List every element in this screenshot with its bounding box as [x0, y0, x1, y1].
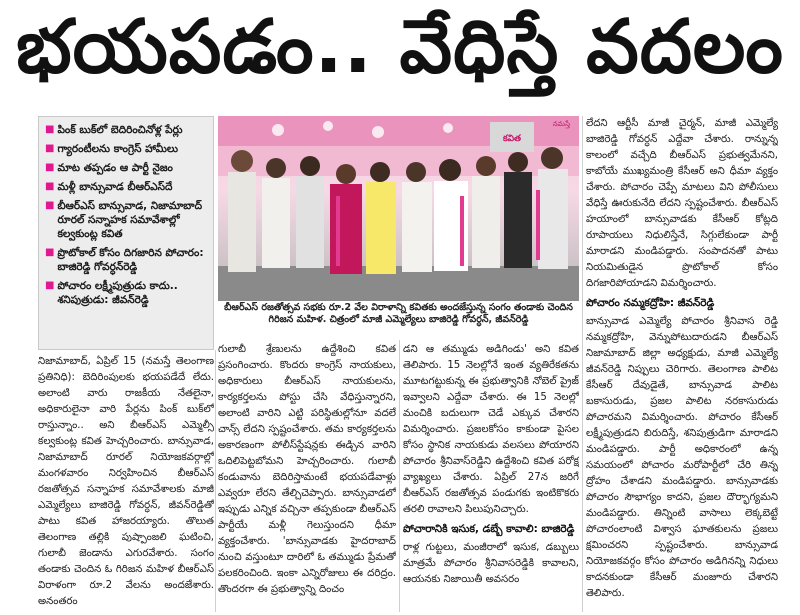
section-subheading: పోచారానికి ఇసుక, డబ్బే కావాలి: బాజిరెడ్డి: [403, 523, 575, 535]
article-column-1: నిజామాబాద్, ఏప్రిల్ 15 (నమస్తే తెలంగాణ ప్రతినిధి): బెదిరింపులకు భయపడేదే లేదు. అలాంటి వారు రాజకీయ నేతలైనా, అధికారులైనా వారి పేర్లను పింక్ బుక్‌లో రాస్తున్నాం.. అని బీఆర్ఎస్ ఎమ్మెల్సీ కల్వకుంట్ల కవిత హెచ్చరించారు. బాన్సువాడ, నిజామాబాద్ రూరల్ నియోజకవర్గాల్లో మంగళవారం నిర్వహించిన బీఆర్ఎస్ రజతోత్సవ సన్నాహక సమావేశాలకు మాజీ ఎమ్మెల్యేలు బాజిరెడ్డి గోవర్ధన్, జీవన్‌రెడ్డితో పాటు కవిత హాజరయ్యారు. తొలుత తెలంగాణ తల్లికి పుష్పాంజలి ఘటించి, గులాబీ జెండాను ఎగురవేశారు. సంగం తండాకు చెందిన ఓ గిరిజన మహిళ బీఆర్ఎస్ విరాళంగా రూ.2 వేలను అందజేశారు. అనంతరం: [38, 356, 214, 607]
bullet-icon: ■: [45, 280, 55, 291]
bullet-icon: ■: [45, 181, 55, 192]
highlight-item: ■ ప్రొటోకాల్ కోసం దిగజారిన పోచారం: బాజిరెడ్డి గోవర్ధన్‌రెడ్డి: [45, 247, 204, 273]
headline: భయపడం.. వేధిస్తే వదలం: [16, 4, 784, 90]
article-paragraph: రాళ్ల గుట్టలు, మంజీరాలో ఇసుక, డబ్బులు మాత్రమే పోచారం శ్రీనివాసరెడ్డికి కావాలని, ఆయనకు నిజాయితీ అవసరం: [403, 542, 579, 585]
highlights-box: [38, 116, 214, 350]
bullet-icon: ■: [45, 200, 55, 211]
article-column-2: గులాబీ శ్రేణులను ఉద్దేశించి కవిత ప్రసంగించారు. కొందరు కాంగ్రెస్ నాయకులు, అధికారులు బీఆర్ఎస్ నాయకులను, కార్యకర్తలను పోస్టు చేసి వేధిస్తున్నారని, అలాంటి వారిని ఎట్టి పరిస్థితుల్లోనూ వదలే చాన్స్ లేదని స్పష్టంచేశారు. తమ కార్యకర్తలను అకారణంగా పోలీస్‌స్టేషన్లకు ఈడ్చిన వారిని ఒదిలిపెట్టబోమని హెచ్చరించారు. గులాబీ కండువాను బెదిరిస్తామంటే భయపడేవాళ్లు ఎవ్వరూ లేరని తేల్చిచెప్పారు. బాన్సువాడలో ఇప్పుడు ఎన్నిక వచ్చినా తప్పకుండా బీఆర్ఎస్ పార్టీయే మళ్లీ గెలుస్తుందని ధీమా వ్యక్తంచేశారు. 'బాన్సువాడకు హైదరాబాద్ నుంచి వస్తుంటూ దారిలో ఓ తమ్ముడు ప్రేమతో పలకరించింది. ఇంకా ఎన్నిరోజులు ఈ దరిద్రం. తొందరగా ఈ ప్రభుత్వాన్ని దించం: [218, 344, 396, 595]
bullet-icon: ■: [45, 124, 55, 135]
section-subheading: పోచారం నమ్మకద్రోహి: జీవన్‌రెడ్డి: [586, 297, 715, 309]
article-paragraph: బాన్సువాడ ఎమ్మెల్యే పోచారం శ్రీనివాస రెడ్డి నమ్మకద్రోహి, వెన్నుపోటుదారుడని బీఆర్ఎస్ నిజామాబాద్ జిల్లా అధ్యక్షుడు, మాజీ ఎమ్మెల్యే జీవన్‌రెడ్డి నిప్పులు చెరిగారు. తెలంగాణ పాలిట కేసీఆర్ దేవుడైతే, బాన్సువాడ పాలిట బకాసురుడు, ప్రజల పాలిట నరకాసురుడు పోచారమని విమర్శించారు. పోచారం కేసీఆర్ లక్ష్మీపుత్రుడని బిరుదిస్తే, శనిపుత్రుడిగా మారాడని మండిపడ్డారు. పార్టీ అధికారంలో ఉన్న సమయంలో పోచారం మరోపార్టీలో చేరి తిన్న ద్రోహం చేశాడని మండిపడ్డారు. బాన్సువాడకు పోచారం సౌభాగ్యం కాదని, ప్రజల దౌర్భాగ్యమని మండిపడ్డారు. తిన్నింటి వాసాలు లెక్కబెట్టే పోచారంలాంటి విశ్వాస ఘాతకులను ప్రజలు క్షమించరని స్పష్టంచేశారు. బాన్సువాడ నియోజకవర్గం కోసం పోచారం అడిగినన్ని నిధులు కాదనకుండా కేసీఆర్ మంజూరు చేశారని తెలిపారు.: [586, 316, 778, 599]
bullet-icon: ■: [45, 247, 55, 258]
article-column-3: [403, 342, 579, 612]
article-paragraph: లేదని ఆర్టీసీ మాజీ చైర్మన్, మాజీ ఎమ్మెల్యే బాజిరెడ్డి గోవర్ధన్ ఎద్దేవా చేశారు. రాన్నున్న కాలంలో వచ్చేది బీఆర్ఎస్ ప్రభుత్వమేనని, కాబోయే ముఖ్యమంత్రి కేసీఆర్ అని ధీమా వ్యక్తం చేశారు. పోచారం చెప్పే మాటలు విని పోలీసులు వేధిస్తే ఊరుకునేది లేదని స్పష్టంచేశారు. బీఆర్ఎస్ హయాంలో బాన్సువాడకు కేసీఆర్ కోట్లది రూపాయలు నిధులిస్తేనే, సిగ్గులేకుండా పార్టీ మారాడని మండిపడ్డారు. సంపాదనతో పాటు నియమితుడైన ప్రొటోకాల్ కోసం దిగజారిపోయాడని విమర్శించారు.: [586, 118, 778, 289]
column-divider: [582, 116, 583, 612]
bullet-icon: ■: [45, 143, 55, 154]
article-paragraph: డని ఆ తమ్ముడు అడిగిండు' అని కవిత తెలిపారు. 15 నెలల్లోనే ఇంత వ్యతిరేకతను మూటగట్టుకున్న ఈ ప్రభుత్వానికి నోబెల్ ప్రైజ్ ఇవ్వాలని ఎద్దేవా చేశారు. ఈ 15 నెలల్లో మంచికి బదులుగా చెడే ఎక్కువ చేశారని విమర్శించారు. ప్రజలకోసం కాకుండా పైసల కోసం స్థానిక నాయకుడు వలసలు పోయారని పోచారం శ్రీనివాస్‌రెడ్డిని ఉద్దేశించి కవిత పరోక్ష వ్యాఖ్యలు చేశారు. ఏప్రిల్ 27న జరిగే బీఆర్ఎస్ రజతోత్సవ పండుగకు ఇంటికొకరు తరలి రావాలని పిలుపునిచ్చారు.: [403, 344, 579, 515]
svg-text:నమస్తే: నమస్తే: [552, 120, 570, 128]
highlight-item: ■ మాట తప్పడం ఆ పార్టీ నైజం: [45, 162, 173, 174]
highlight-item: ■ గ్యారంటీలను కాంగ్రెస్ హామీలు: [45, 143, 178, 155]
photo-caption: బీఆర్ఎస్ రజతోత్సవ సభకు రూ.2 వేల విరాళాన్ని కవితకు అందజేస్తున్న సంగం తండాకు చెందిన గిరిజన మహిళ. చిత్రంలో మాజీ ఎమ్మెల్యేలు బాజిరెడ్డి గోవర్ధన్, జీవన్‌రెడ్డి: [224, 302, 573, 325]
column-divider: [215, 350, 216, 612]
svg-text:కవిత: కవిత: [502, 134, 522, 144]
bullet-icon: ■: [45, 162, 55, 173]
highlight-item: ■ మళ్లీ బాన్సువాడ బీఆర్ఎస్‌దే: [45, 181, 173, 193]
column-divider: [399, 340, 400, 612]
news-photo: [218, 116, 579, 301]
highlight-item: ■ పింక్ బుక్‌లో బెదిరించినోళ్ల పేర్లు: [45, 124, 183, 136]
highlight-item: ■ బీఆర్ఎస్ బాన్సువాడ, నిజామాబాద్ రూరల్ సన్నాహక సమావేశాల్లో కల్వకుంట్ల కవిత: [45, 200, 202, 240]
article-column-right: [586, 116, 778, 612]
highlight-item: ■ పోచారం లక్ష్మీపుత్రుడు కాదు.. శనిపుత్రుడు: జీవన్‌రెడ్డి: [45, 280, 178, 306]
